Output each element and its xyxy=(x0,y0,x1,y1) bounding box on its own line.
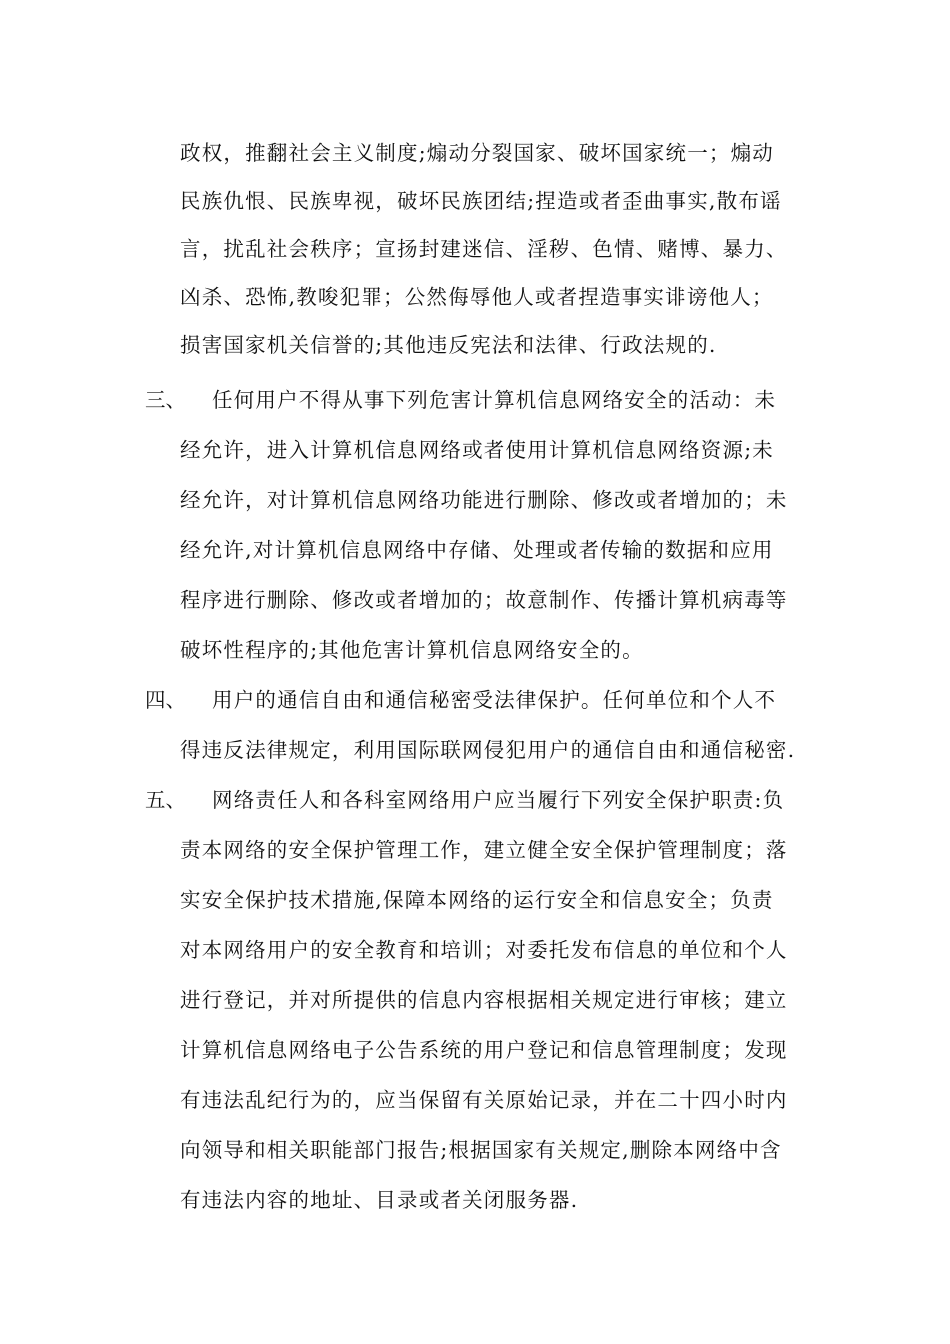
paragraph-line: 经允许,对计算机信息网络中存储、处理或者传输的数据和应用 xyxy=(180,538,774,562)
paragraph-line: 向领导和相关职能部门报告;根据国家有关规定,删除本网络中含 xyxy=(180,1138,782,1162)
paragraph-line: 进行登记，并对所提供的信息内容根据相关规定进行审核；建立 xyxy=(180,988,788,1012)
paragraph-line: 计算机信息网络电子公告系统的用户登记和信息管理制度；发现 xyxy=(180,1038,788,1062)
paragraph-line: 凶杀、恐怖,教唆犯罪；公然侮辱他人或者捏造事实诽谤他人； xyxy=(180,285,774,309)
paragraph-line: 实安全保护技术措施,保障本网络的运行安全和信息安全；负责 xyxy=(180,888,774,912)
paragraph-line: 破坏性程序的;其他危害计算机信息网络安全的。 xyxy=(180,638,644,662)
paragraph-line: 政权，推翻社会主义制度;煽动分裂国家、破坏国家统一；煽动 xyxy=(180,141,775,165)
paragraph-line: 网络责任人和各科室网络用户应当履行下列安全保护职责:负 xyxy=(212,788,785,812)
paragraph-line: 损害国家机关信誉的;其他违反宪法和法律、行政法规的. xyxy=(180,333,717,357)
paragraph-line: 民族仇恨、民族卑视，破坏民族团结;捏造或者歪曲事实,散布谣 xyxy=(180,189,782,213)
paragraph-line: 用户的通信自由和通信秘密受法律保护。任何单位和个人不 xyxy=(212,688,777,712)
item-marker: 四、 xyxy=(145,688,186,712)
paragraph-line: 经允许，进入计算机信息网络或者使用计算机信息网络资源;未 xyxy=(180,438,775,462)
paragraph-line: 有违法乱纪行为的，应当保留有关原始记录，并在二十四小时内 xyxy=(180,1088,788,1112)
paragraph-line: 任何用户不得从事下列危害计算机信息网络安全的活动：未 xyxy=(212,388,777,412)
item-marker: 三、 xyxy=(145,388,186,412)
paragraph-line: 言，扰乱社会秩序；宣扬封建迷信、淫秽、色情、赌博、暴力、 xyxy=(180,237,788,261)
paragraph-line: 对本网络用户的安全教育和培训；对委托发布信息的单位和个人 xyxy=(180,938,788,962)
item-marker: 五、 xyxy=(145,788,186,812)
paragraph-line: 得违反法律规定，利用国际联网侵犯用户的通信自由和通信秘密. xyxy=(180,738,796,762)
paragraph-line: 程序进行删除、修改或者增加的；故意制作、传播计算机病毒等 xyxy=(180,588,788,612)
paragraph-line: 经允许，对计算机信息网络功能进行删除、修改或者增加的；未 xyxy=(180,488,788,512)
paragraph-line: 有违法内容的地址、目录或者关闭服务器. xyxy=(180,1188,579,1212)
paragraph-line: 责本网络的安全保护管理工作，建立健全安全保护管理制度；落 xyxy=(180,838,788,862)
